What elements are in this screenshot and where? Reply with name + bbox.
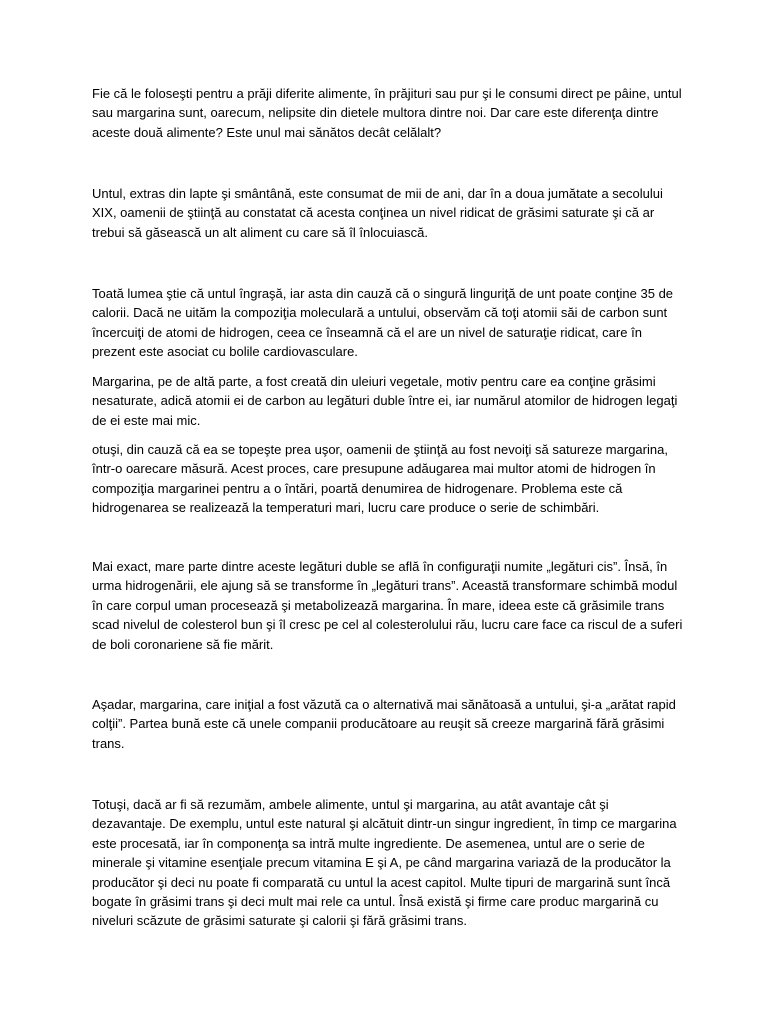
paragraph-8: Totuşi, dacă ar fi să rezumăm, ambele alimente, untul şi margarina, au atât avantaje cât şi dezavantaje. De exemplu, untul este natural şi alcătuit dintr-un singur ingredient, în timp ce margarina este procesată, iar în componenţa sa intră multe ingrediente. De asemenea, untul are o serie de minerale şi vitamine esenţiale precum vitamina E şi A, pe când margarina variază de la producător la producător şi deci nu poate fi comparată cu untul la acest capitol. Multe tipuri de margarină sunt încă bogate în grăsimi trans şi deci mult mai rele ca untul. Însă există şi firme care produc margarină cu niveluri scăzute de grăsimi saturate şi calorii şi fără grăsimi trans. <box>92 797 677 929</box>
paragraph-1: Fie că le foloseşti pentru a prăji diferite alimente, în prăjituri sau pur şi le consumi direct pe pâine, untul sau margarina sunt, oarecum, nelipsite din dietele multora dintre noi. Dar care este diferenţa dintre aceste două alimente? Este unul mai sănătos decât celălalt? <box>92 86 682 140</box>
paragraph-2: Untul, extras din lapte şi smântână, este consumat de mii de ani, dar în a doua jumătate a secolului XIX, oamenii de ştiinţă au constatat că acesta conţinea un nivel ridicat de grăsimi saturate şi că ar trebui să găsească un alt aliment cu care să îl înlocuiască. <box>92 186 663 240</box>
paragraph-4: Margarina, pe de altă parte, a fost creată din uleiuri vegetale, motiv pentru care ea conţine grăsimi nesaturate, adică atomii ei de carbon au legături duble între ei, iar numărul atomilor de hidrogen legaţi de ei este mai mic. <box>92 374 678 428</box>
paragraph-6: Mai exact, mare parte dintre aceste legături duble se află în configuraţii numite „legături cis”. Însă, în urma hidrogenării, ele ajung să se transforme în „legături trans”. Această transformare schimbă modul în care corpul uman procesează şi metabolizează margarina. În mare, ideea este că grăsimile trans scad nivelul de colesterol bun şi îl cresc pe cel al colesterolului rău, lucru care face ca riscul de a suferi de boli coronariene să fie mărit. <box>92 559 683 652</box>
paragraph-7: Aşadar, margarina, care iniţial a fost văzută ca o alternativă mai sănătoasă a untului, şi-a „arătat rapid colţii”. Partea bună este că unele companii producătoare au reuşit să creeze margarină fără grăsimi trans. <box>92 697 676 751</box>
paragraph-5: otuşi, din cauză că ea se topeşte prea uşor, oamenii de ştiinţă au fost nevoiţi să satureze margarina, într-o oarecare măsură. Acest proces, care presupune adăugarea mai multor atomi de hidrogen în compoziţia margarinei pentru a o întări, poartă denumirea de hidrogenare. Problema este că hidrogenarea se realizează la temperaturi mari, lucru care produce o serie de schimbări. <box>92 442 668 516</box>
paragraph-3: Toată lumea ştie că untul îngraşă, iar asta din cauză că o singură linguriţă de unt poate conţine 35 de calorii. Dacă ne uităm la compoziţia moleculară a untului, observăm că toţi atomii săi de carbon sunt încercuiţi de atomi de hidrogen, ceea ce înseamnă că el are un nivel de saturaţie ridicat, care în prezent este asociat cu bolile cardiovasculare. <box>92 286 674 360</box>
